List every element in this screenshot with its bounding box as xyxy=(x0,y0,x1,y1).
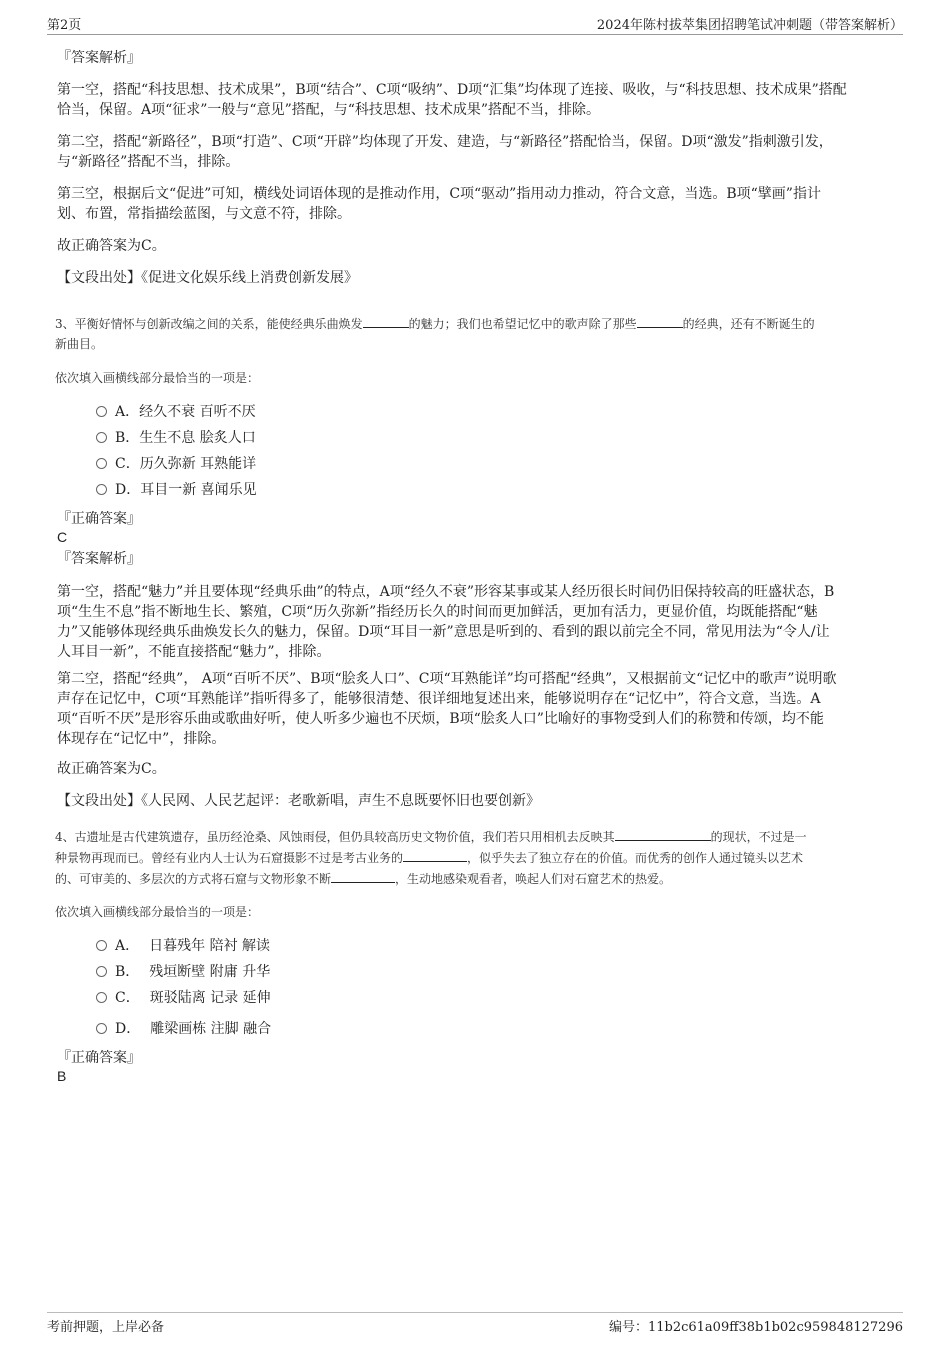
q2-analysis-title: 『答案解析』 xyxy=(57,50,141,66)
blank-line xyxy=(363,313,409,328)
q3-stem: 3、平衡好情怀与创新改编之间的关系，能使经典乐曲焕发 的魅力；我们也希望记忆中的歌声除了那些 的经典，还有不断诞生的 新曲目。 xyxy=(55,313,900,354)
q4-prompt: 依次填入画横线部分最恰当的一项是： xyxy=(55,905,260,919)
radio-icon[interactable] xyxy=(96,432,107,443)
page-footer xyxy=(47,1312,903,1337)
q3-conclusion: 故正确答案为C。 xyxy=(57,761,166,777)
q4-option-a[interactable]: A． 日暮残年 陪衬 解读 xyxy=(96,936,270,956)
q4-answer-title: 『正确答案』 xyxy=(57,1050,141,1066)
radio-icon[interactable] xyxy=(96,940,107,951)
q3-prompt: 依次填入画横线部分最恰当的一项是： xyxy=(55,371,260,385)
q2-conclusion: 故正确答案为C。 xyxy=(57,238,166,254)
q2-analysis-p1: 第一空，搭配“科技思想、技术成果”，B项“结合”、C项“吸纳”、D项“汇集”均体现了连接、吸收，与“科技思想、技术成果”搭配 恰当，保留。A项“征求”一般与“意见”搭配，与“科技思想、技术成果”搭配不当，排除。 xyxy=(57,82,847,118)
q3-analysis-title: 『答案解析』 xyxy=(57,551,141,567)
document-id: 编号：11b2c61a09ff38b1b02c959848127296 xyxy=(608,1320,903,1335)
q2-analysis-p3: 第三空，根据后文“促进”可知，横线处词语体现的是推动作用，C项“驱动”指用动力推动，符合文意，当选。B项“擘画”指计 划、布置，常指描绘蓝图，与文意不符，排除。 xyxy=(57,186,821,222)
q4-answer: B xyxy=(57,1068,67,1084)
q3-option-b[interactable]: B．生生不息 脍炙人口 xyxy=(96,428,256,448)
q4-option-d[interactable]: D． 雕梁画栋 注脚 融合 xyxy=(96,1019,271,1039)
q3-answer: C xyxy=(57,529,68,545)
q2-analysis-p2: 第二空，搭配“新路径”，B项“打造”、C项“开辟”均体现了开发、建造，与“新路径”搭配恰当，保留。D项“激发”指刺激引发， 与“新路径”搭配不当，排除。 xyxy=(57,134,833,170)
page-number: 第2页 xyxy=(47,18,82,33)
document-title: 2024年陈村拔萃集团招聘笔试冲刺题（带答案解析） xyxy=(596,18,903,33)
q4-option-c[interactable]: C． 斑驳陆离 记录 延伸 xyxy=(96,988,271,1008)
q3-source: 【文段出处】《人民网、人民艺起评：老歌新唱，声生不息既要怀旧也要创新》 xyxy=(57,793,540,809)
blank-line xyxy=(403,847,467,862)
blank-line xyxy=(637,313,683,328)
q3-option-c[interactable]: C．历久弥新 耳熟能详 xyxy=(96,454,256,474)
blank-line xyxy=(615,826,711,841)
q3-option-d[interactable]: D．耳目一新 喜闻乐见 xyxy=(96,480,257,500)
radio-icon[interactable] xyxy=(96,406,107,417)
q4-stem: 4、古遗址是古代建筑遗存，虽历经沧桑、风蚀雨侵，但仍具较高历史文物价值，我们若只用相机去反映其 的现状，不过是一 种景物再现而已。曾经有业内人士认为石窟摄影不过是考古业务的 ，似乎失去了独立存在的价值。而优秀的创作人通过镜头以艺术 的、可审美的、多层次的方式将石窟与文物形象不断 ，生动地感染观看者，唤起人们对石窟艺术的热爱。 xyxy=(55,826,900,889)
radio-icon[interactable] xyxy=(96,992,107,1003)
q3-option-a[interactable]: A．经久不衰 百听不厌 xyxy=(96,402,256,422)
q2-source: 【文段出处】《促进文化娱乐线上消费创新发展》 xyxy=(57,270,358,286)
blank-line xyxy=(331,868,395,883)
radio-icon[interactable] xyxy=(96,458,107,469)
radio-icon[interactable] xyxy=(96,484,107,495)
footer-slogan: 考前押题，上岸必备 xyxy=(47,1320,165,1335)
q3-answer-title: 『正确答案』 xyxy=(57,511,141,527)
q4-option-b[interactable]: B． 残垣断壁 附庸 升华 xyxy=(96,962,270,982)
radio-icon[interactable] xyxy=(96,966,107,977)
q3-analysis-p2: 第二空，搭配“经典”， A项“百听不厌”、B项“脍炙人口”、C项“耳熟能详”均可搭配“经典”，又根据前文“记忆中的歌声”说明歌 声存在记忆中，C项“耳熟能详”指听得多了，能够很清楚、很详细地复述出来，能够说明存在“记忆中”，符合文意，当选。A 项“百听不厌”是形容乐曲或歌曲好听，使人听多少遍也不厌烦，B项“脍炙人口”比喻好的事物受到人们的称赞和传颂，均不能 体现存在“记忆中”，排除。 xyxy=(57,671,837,747)
q3-analysis-p1: 第一空，搭配“魅力”并且要体现“经典乐曲”的特点，A项“经久不衰”形容某事或某人经历很长时间仍旧保持较高的旺盛状态，B 项“生生不息”指不断地生长、繁殖，C项“历久弥新”指经历长久的时间而更加鲜活，更加有活力，更显价值，均既能搭配“魅 力”又能够体现经典乐曲焕发长久的魅力，保留。D项“耳目一新”意思是听到的、看到的跟以前完全不同，常见用法为“令人/让 人耳目一新”，不能直接搭配“魅力”，排除。 xyxy=(57,584,835,660)
page-header xyxy=(47,14,903,35)
radio-icon[interactable] xyxy=(96,1023,107,1034)
